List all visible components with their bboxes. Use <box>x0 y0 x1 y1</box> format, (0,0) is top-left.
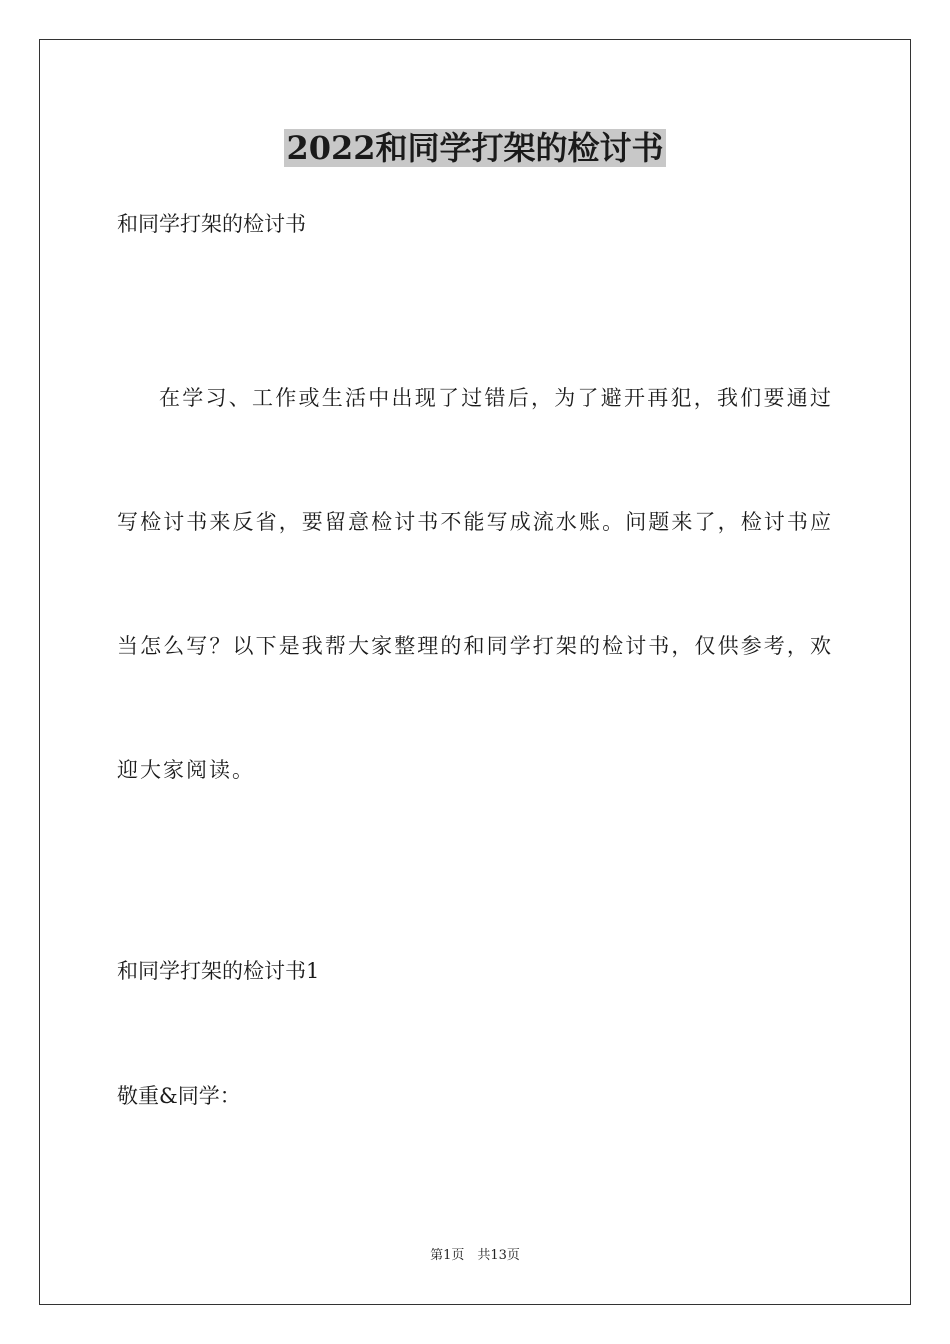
page-footer: 第1页 共13页 <box>430 1248 520 1263</box>
document-subtitle: 和同学打架的检讨书 <box>117 212 306 236</box>
salutation: 敬重&同学： <box>117 1084 241 1108</box>
section-heading: 和同学打架的检讨书1 <box>117 959 320 983</box>
intro-paragraph: 在学习、工作或生活中出现了过错后，为了避开再犯，我们要通过写检讨书来反省，要留意检讨书不能写成流水账。问题来了，检讨书应当怎么写？以下是我帮大家整理的和同学打架的检讨书，仅供参考，欢迎大家阅读。 <box>117 386 833 782</box>
document-title <box>0 128 950 168</box>
document-title-text: 2022和同学打架的检讨书 <box>286 129 664 167</box>
